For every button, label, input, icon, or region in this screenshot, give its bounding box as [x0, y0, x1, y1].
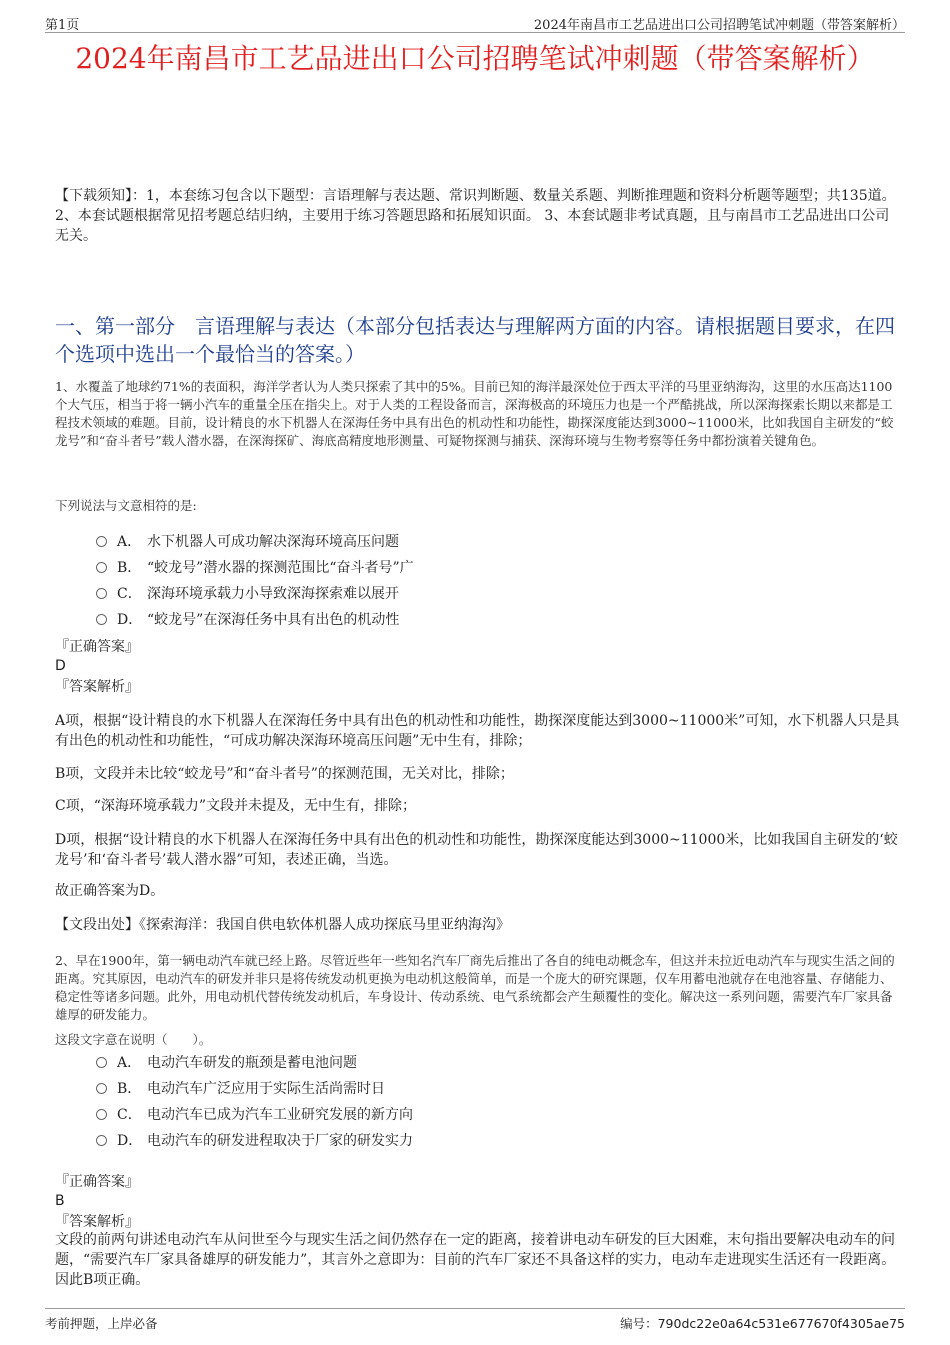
q1-analysis-a: A项，根据“设计精良的水下机器人在深海任务中具有出色的机动性和功能性，勘探深度能达到3000~11000米”可知，水下机器人只是具有出色的机动性和功能性，“可成功解决深海环境高压问题”无中生有，排除；: [55, 713, 900, 749]
radio-icon[interactable]: [96, 536, 107, 547]
page-footer: [45, 1308, 905, 1333]
q1-analysis-c: C项，“深海环境承载力”文段并未提及，无中生有，排除；: [55, 798, 417, 814]
q2-option-d[interactable]: D． 电动汽车的研发进程取决于厂家的研发实力: [96, 1131, 413, 1151]
q1-option-a[interactable]: A． 水下机器人可成功解决深海环境高压问题: [96, 532, 399, 552]
q1-analysis-d: D项，根据“设计精良的水下机器人在深海任务中具有出色的机动性和功能性，勘探深度能达到3000~11000米，比如我国自主研发的‘蛟龙号’和‘奋斗者号’载人潜水器”可知，表述正确，当选。: [55, 832, 898, 868]
footer-code: 编号：790dc22e0a64c531e677670f4305ae75: [620, 1316, 905, 1331]
radio-icon[interactable]: [96, 1135, 107, 1146]
radio-icon[interactable]: [96, 588, 107, 599]
q1-option-d[interactable]: D． “蛟龙号”在深海任务中具有出色的机动性: [96, 610, 399, 630]
q1-source: 【文段出处】《探索海洋：我国自供电软体机器人成功探底马里亚纳海沟》: [55, 917, 510, 933]
q1-option-b[interactable]: B． “蛟龙号”潜水器的探测范围比“奋斗者号”广: [96, 558, 414, 578]
q1-analysis-b: B项，文段并未比较“蛟龙号”和“奋斗者号”的探测范围，无关对比，排除；: [55, 766, 514, 782]
header-doc-title: 2024年南昌市工艺品进出口公司招聘笔试冲刺题（带答案解析）: [533, 18, 905, 33]
download-notice: 【下载须知】：1，本套练习包含以下题型：言语理解与表达题、常识判断题、数量关系题、判断推理题和资料分析题等题型；共135道。 2、本套试题根据常见招考题总结归纳，主要用于练习答题思路和拓展知识面。 3、本套试题非考试真题，且与南昌市工艺品进出口公司无关。: [55, 188, 896, 244]
question-2-text: 2、早在1900年，第一辆电动汽车就已经上路。尽管近些年一些知名汽车厂商先后推出了各自的纯电动概念车，但这并未拉近电动汽车与现实生活之间的距离。究其原因，电动汽车的研发并非只是将传统发动机更换为电动机这般简单，而是一个庞大的研究课题，仅车用蓄电池就存在电池容量、存储能力、稳定性等诸多问题。此外，用电动机代替传统发动机后，车身设计、传动系统、电气系统都会产生颠覆性的变化。解决这一系列问题，需要汽车厂家具备雄厚的研发能力。: [55, 953, 895, 1022]
question-2-prompt: 这段文字意在说明（ ）。: [55, 1032, 212, 1047]
q1-analysis-label: 『答案解析』: [55, 679, 139, 695]
q1-analysis-conclusion: 故正确答案为D。: [55, 883, 165, 899]
q2-answer-label: 『正确答案』: [55, 1174, 139, 1190]
radio-icon[interactable]: [96, 614, 107, 625]
q2-option-c[interactable]: C． 电动汽车已成为汽车工业研究发展的新方向: [96, 1105, 413, 1125]
radio-icon[interactable]: [96, 1083, 107, 1094]
q2-option-a[interactable]: A． 电动汽车研发的瓶颈是蓄电池问题: [96, 1053, 357, 1073]
footer-slogan: 考前押题，上岸必备: [45, 1316, 158, 1331]
question-1-text: 1、水覆盖了地球约71%的表面积，海洋学者认为人类只探索了其中的5%。目前已知的海洋最深处位于西太平洋的马里亚纳海沟，这里的水压高达1100个大气压，相当于将一辆小汽车的重量全压在指尖上。对于人类的工程设备而言，深海极高的环境压力也是一个严酷挑战，所以深海探索长期以来都是工程技术领域的难题。目前，设计精良的水下机器人在深海任务中具有出色的机动性和功能性，勘探深度能达到3000~11000米，比如我国自主研发的“蛟龙号”和“奋斗者号”载人潜水器，在深海探矿、海底高精度地形测量、可疑物探测与捕获、深海环境与生物考察等任务中都扮演着关键角色。: [55, 379, 894, 448]
q2-option-b[interactable]: B． 电动汽车广泛应用于实际生活尚需时日: [96, 1079, 385, 1099]
section-heading: 一、第一部分 言语理解与表达（本部分包括表达与理解两方面的内容。请根据题目要求，在四个选项中选出一个最恰当的答案。）: [55, 314, 895, 366]
radio-icon[interactable]: [96, 1109, 107, 1120]
page-number: 第1页: [45, 18, 80, 33]
question-1-prompt: 下列说法与文意相符的是:: [55, 498, 197, 513]
q2-answer: B: [55, 1193, 65, 1209]
q1-option-c[interactable]: C． 深海环境承载力小导致深海探索难以展开: [96, 584, 399, 604]
q1-answer: D: [55, 658, 66, 674]
page-header: [45, 14, 905, 33]
q2-analysis-label: 『答案解析』: [55, 1214, 139, 1230]
q2-analysis: 文段的前两句讲述电动汽车从问世至今与现实生活之间仍然存在一定的距离，接着讲电动车研发的巨大困难，末句指出要解决电动车的问题，“需要汽车厂家具备雄厚的研发能力”，其言外之意即为：目前的汽车厂家还不具备这样的实力，电动车走进现实生活还有一段距离。因此B项正确。: [55, 1232, 896, 1288]
q1-answer-label: 『正确答案』: [55, 639, 139, 655]
radio-icon[interactable]: [96, 562, 107, 573]
document-title: 2024年南昌市工艺品进出口公司招聘笔试冲刺题（带答案解析）: [75, 42, 875, 75]
radio-icon[interactable]: [96, 1057, 107, 1068]
